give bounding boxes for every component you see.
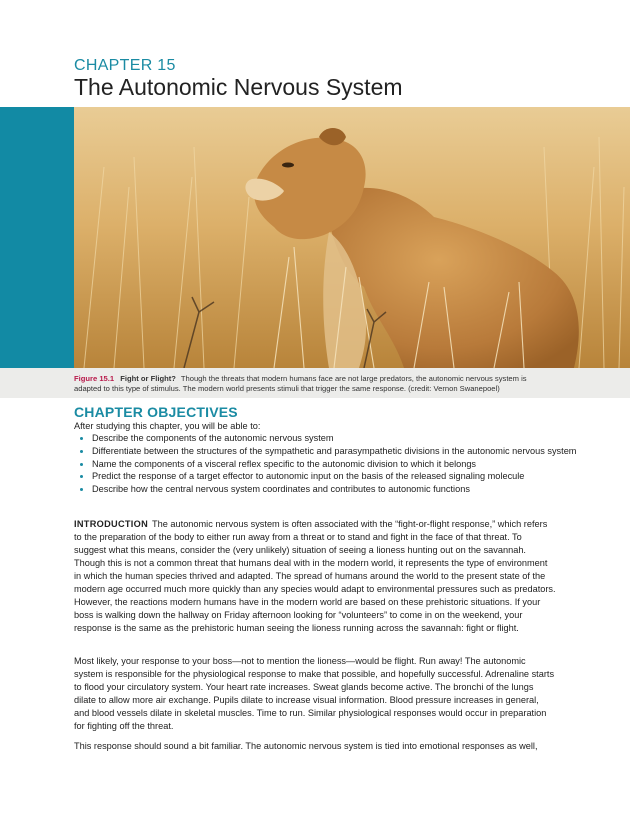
chapter-label: CHAPTER 15 xyxy=(74,57,176,74)
objectives-intro: After studying this chapter, you will be able to: xyxy=(74,421,261,431)
chapter-title: The Autonomic Nervous System xyxy=(74,74,403,100)
figure-number: Figure 15.1 xyxy=(74,374,115,383)
objective-item: • Describe the components of the autonomic nervous system xyxy=(92,432,582,445)
objective-item: • Predict the response of a target effector to autonomic input on the basis of the released signaling molecule xyxy=(92,470,582,483)
figure-caption-text: Though the threats that modern humans face are not large predators, the autonomic nervous system is adapted to this type of stimulus. The modern world presents stimuli that trigger the same response. (credit: Vernon Swanepoel) xyxy=(74,374,527,393)
objective-item: • Name the components of a visceral reflex specific to the autonomic division to which it belongs xyxy=(92,458,582,471)
objectives-list xyxy=(74,432,582,496)
objectives-heading: CHAPTER OBJECTIVES xyxy=(74,404,238,420)
intro-paragraph xyxy=(74,518,556,635)
objective-item: • Differentiate between the structures of the sympathetic and parasympathetic divisions in the autonomic nervous system xyxy=(92,445,582,458)
lioness-photo xyxy=(74,107,630,368)
body-paragraph-2: Most likely, your response to your boss—not to mention the lioness—would be flight. Run away! The autonomic system is responsible for the physiological response to make that possible, and hopefully successful. Adrenaline starts to flood your circulatory system. Your heart rate increases. Sweat glands become active. The bronchi of the lungs dilate to allow more air exchange. Pupils dilate to increase visual information. Blood pressure increases in general, and blood vessels dilate in skeletal muscles. Time to run. Similar physiological responses would occur in preparation for fighting off the threat. xyxy=(74,656,555,731)
intro-paragraph-text: The autonomic nervous system is often associated with the “fight-or-flight response,” which refers to the preparation of the body to either run away from a threat or to stand and fight in the face of that threat. To suggest what this means, consider the (very unlikely) situation of seeing a lioness hunting out on the savannah. Though this is not a common threat that humans deal with in the modern world, it represents the type of environment in which the human species thrived and adapted. The spread of humans around the world to the present state of the modern age occurred much more quickly than any species would adapt to environmental pressures such as predators. However, the reactions modern humans have in the modern world are based on these prehistoric situations. If your boss is walking down the hallway on Friday afternoon looking for “volunteers” to come in on the weekend, your response is the same as the prehistoric human seeing the lioness running across the savannah: fight or flight. xyxy=(74,519,556,633)
intro-label: INTRODUCTION xyxy=(74,519,149,529)
figure-title: Fight or Flight? xyxy=(120,374,176,383)
body-paragraph-3: This response should sound a bit familiar. The autonomic nervous system is tied into emotional responses as well, xyxy=(74,741,538,751)
objective-item: • Describe how the central nervous system coordinates and contributes to autonomic functions xyxy=(92,483,582,496)
figure-caption xyxy=(74,374,554,394)
teal-side-bar xyxy=(0,107,74,368)
